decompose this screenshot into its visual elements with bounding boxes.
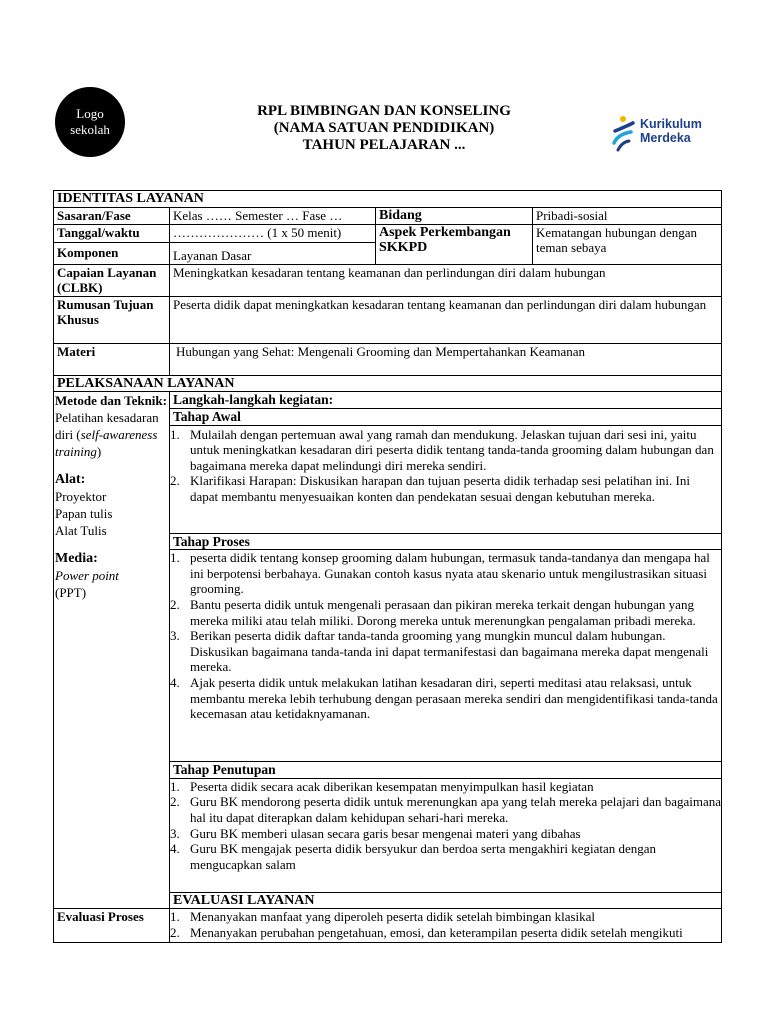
sasaran-value: Kelas …… Semester … Fase … [170,207,376,224]
list-item: 4. Guru BK mengajak peserta didik bersyukur dan berdoa serta mengakhiri kegiatan dengan mengucapkan salam [170,841,657,872]
identitas-heading: IDENTITAS LAYANAN [54,191,722,208]
bidang-value: Pribadi-sosial [533,207,722,224]
logo-text-line1: Logo [76,106,104,121]
proses-steps [170,550,721,722]
tahap-proses-label: Tahap Proses [170,533,722,550]
tanggal-label: Tanggal/waktu [54,224,170,242]
metode-sidebar [54,392,170,909]
capaian-label: Capaian Layanan (CLBK) [54,264,170,296]
document-title [200,103,568,154]
materi-label: Materi [54,343,170,375]
kurikulum-merdeka-icon [612,114,638,154]
awal-steps [170,427,719,505]
list-item: 3. Berikan peserta didik daftar tanda-tanda grooming yang mungkin muncul dalam hubungan. Diskusikan bagaimana tanda-tanda ini dapat termanifestasi dan bagaimana mereka dapat mengenali mereka. [170,628,709,675]
title-line2: (NAMA SATUAN PENDIDIKAN) [273,120,495,136]
alat-item: Alat Tulis [55,522,107,538]
media-value: Power point [55,567,119,583]
brand-line2: Merdeka [640,131,691,145]
rumusan-value: Peserta didik dapat meningkatkan kesadaran tentang keamanan dan perlindungan diri dalam hubungan [170,296,722,343]
metode-value: Pelatihan kesadaran diri (self-awareness training) [55,410,159,460]
logo-text-line2: sekolah [70,122,110,137]
list-item: 1. Peserta didik secara acak diberikan kesempatan menyimpulkan hasil kegiatan [170,778,594,794]
evaluasi-proses-content [170,909,722,943]
langkah-label: Langkah-langkah kegiatan: [170,392,722,409]
brand-text [640,117,702,145]
rumusan-label: Rumusan Tujuan Khusus [54,296,170,343]
media-suffix: (PPT) [55,584,87,600]
bidang-label: Bidang [376,207,533,224]
aspek-label: Aspek Perkembangan SKKPD [376,224,533,264]
rpl-table [53,190,722,943]
list-item: 4. Ajak peserta didik untuk melakukan latihan kesadaran diri, seperti meditasi atau relaksasi, untuk membantu mereka lebih terhubung dengan perasaan mereka sendiri dan mengidentifikasi tanda-tanda kecemasan atau ketidaknyamanan. [170,674,718,722]
evaluasi-heading: EVALUASI LAYANAN [170,892,722,909]
list-item: 2. Klarifikasi Harapan: Diskusikan harapan dan tujuan peserta didik terhadap sesi pelatihan ini. Ini dapat membantu menyesuaikan konten dan pendekatan sesuai dengan kebutuhan mereka. [170,473,690,504]
tahap-awal-label: Tahap Awal [170,408,722,425]
materi-value: Hubungan yang Sehat: Mengenali Grooming dan Mempertahankan Keamanan [170,343,722,375]
aspek-value: Kematangan hubungan dengan teman sebaya [533,224,722,264]
alat-label: Alat: [55,472,86,488]
title-line1: RPL BIMBINGAN DAN KONSELING [257,103,511,119]
komponen-label: Komponen [54,242,170,264]
media-label: Media: [55,550,98,566]
kurikulum-merdeka-logo [612,114,722,154]
tanggal-value: ………………… (1 x 50 menit) [170,224,376,242]
brand-line1: Kurikulum [640,117,702,131]
metode-label: Metode dan Teknik: [55,393,167,409]
list-item: 3. Guru BK memberi ulasan secara garis besar mengenai materi yang dibahas [170,825,581,841]
title-line3: TAHUN PELAJARAN ... [302,137,466,153]
list-item: 1. Mulailah dengan pertemuan awal yang ramah dan mendukung. Jelaskan tujuan dari sesi ini, yaitu untuk meningkatkan kesadaran diri peserta didik tentang tanda-tanda grooming dalam hubungan dan bagaimana mereka dapat melindungi diri mereka sendiri. [170,426,714,473]
pelaksanaan-heading: PELAKSANAAN LAYANAN [54,375,722,392]
tahap-penutupan-content [170,778,722,892]
list-item: 1. Menanyakan manfaat yang diperoleh peserta didik setelah bimbingan klasikal [170,909,596,925]
tahap-proses-content [170,550,722,762]
tahap-awal-content [170,425,722,533]
komponen-value: Layanan Dasar [170,242,376,264]
tahap-penutupan-label: Tahap Penutupan [170,762,722,779]
alat-item: Papan tulis [55,505,113,521]
capaian-value: Meningkatkan kesadaran tentang keamanan dan perlindungan diri dalam hubungan [170,264,722,296]
school-logo-placeholder [55,87,125,157]
evaluasi-proses-label: Evaluasi Proses [54,909,170,943]
sasaran-label: Sasaran/Fase [54,207,170,224]
list-item: 2. Menanyakan perubahan pengetahuan, emosi, dan keterampilan peserta didik setelah mengikuti [170,924,683,940]
list-item: 1. peserta didik tentang konsep grooming dalam hubungan, termasuk tanda-tandanya dan mengapa hal ini berpotensi berbahaya. Gunakan contoh kasus nyata atau skenario untuk mengilustrasikan situasi grooming. [170,550,710,597]
list-item: 2. Guru BK mendorong peserta didik untuk merenungkan apa yang telah mereka pelajari dan bagaimana hal itu dapat diterapkan dalam kehidupan sehari-hari mereka. [170,794,722,825]
alat-item: Proyektor [55,488,107,504]
penutupan-steps [170,779,721,873]
evaluasi-items [170,909,721,940]
list-item: 2. Bantu peserta didik untuk mengenali perasaan dan pikiran mereka terkait dengan hubungan yang mereka miliki atau telah miliki. Dorong mereka untuk merenungkan pengalaman pribadi mereka. [170,596,696,628]
